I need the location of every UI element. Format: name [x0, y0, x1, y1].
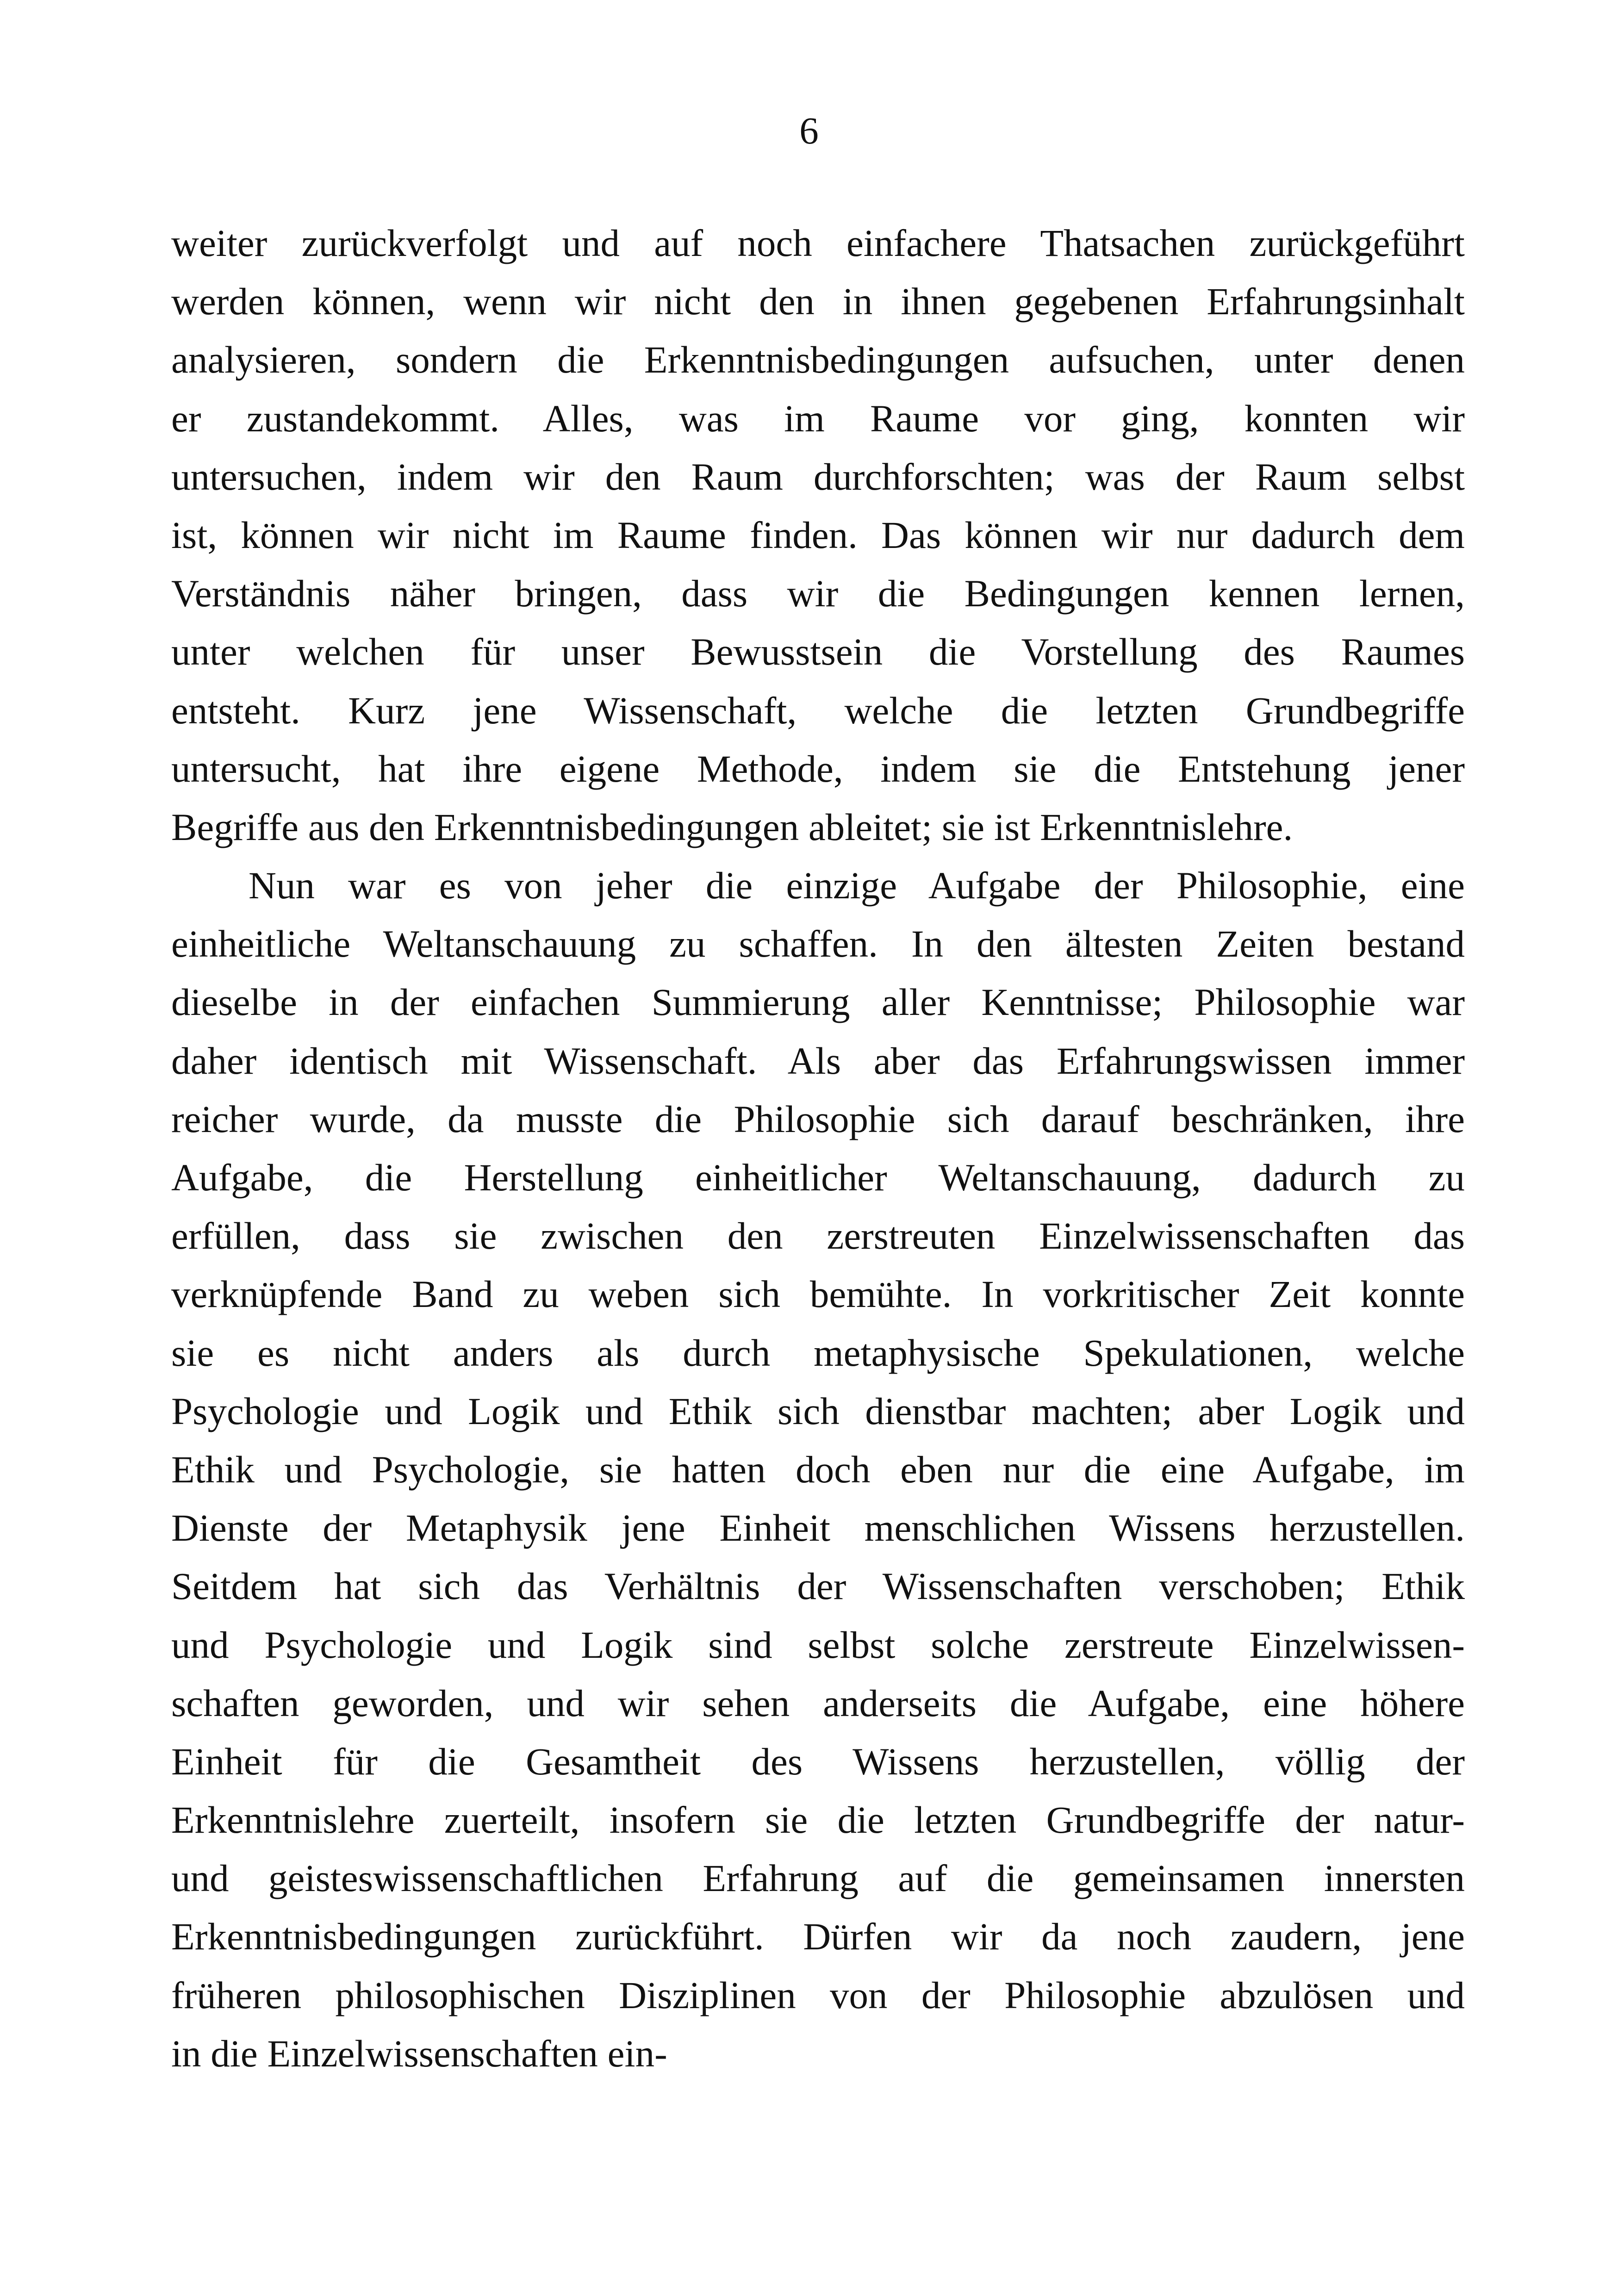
text-line: Erkenntnislehre zuerteilt, insofern sie die letzten Grundbegriffe der natur-: [171, 1798, 1465, 1842]
text-line: Verständnis näher bringen, dass wir die Bedingungen kennen lernen,: [171, 572, 1465, 615]
text-line: Einheit für die Gesamtheit des Wissens herzustellen, völlig der: [171, 1740, 1465, 1783]
text-line: entsteht. Kurz jene Wissenschaft, welche die letzten Grundbegriffe: [171, 689, 1465, 732]
text-line: dieselbe in der einfachen Summierung aller Kenntnisse; Philosophie war: [171, 981, 1465, 1024]
text-line: unter welchen für unser Bewusstsein die Vorstellung des Raumes: [171, 630, 1465, 673]
paragraph-1: [171, 214, 1465, 856]
text-line: und Psychologie und Logik sind selbst solche zerstreute Einzelwissen-: [171, 1623, 1465, 1666]
text-line: reicher wurde, da musste die Philosophie sich darauf beschränken, ihre: [171, 1097, 1465, 1140]
text-line: ist, können wir nicht im Raume finden. Das können wir nur dadurch dem: [171, 513, 1465, 556]
text-line: Begriffe aus den Erkenntnisbedingungen ableitet; sie ist Erkenntnislehre.: [171, 805, 1293, 848]
text-line: erfüllen, dass sie zwischen den zerstreuten Einzelwissenschaften das: [171, 1214, 1465, 1257]
text-line: untersucht, hat ihre eigene Methode, indem sie die Entstehung jener: [171, 747, 1465, 790]
text-line: Psychologie und Logik und Ethik sich dienstbar machten; aber Logik und: [171, 1389, 1465, 1432]
text-line: Dienste der Metaphysik jene Einheit menschlichen Wissens herzustellen.: [171, 1506, 1465, 1549]
text-line: sie es nicht anders als durch metaphysische Spekulationen, welche: [171, 1331, 1465, 1374]
text-line: analysieren, sondern die Erkenntnisbedingungen aufsuchen, unter denen: [171, 338, 1465, 381]
paragraph-2: [171, 856, 1465, 2083]
text-line: Nun war es von jeher die einzige Aufgabe der Philosophie, eine: [249, 864, 1465, 907]
text-line: er zustandekommt. Alles, was im Raume vor ging, konnten wir: [171, 397, 1465, 440]
body-text: [171, 214, 1465, 2083]
text-line: schaften geworden, und wir sehen anderseits die Aufgabe, eine höhere: [171, 1681, 1465, 1724]
text-line: untersuchen, indem wir den Raum durchforschten; was der Raum selbst: [171, 455, 1465, 498]
text-line: einheitliche Weltanschauung zu schaffen. In den ältesten Zeiten bestand: [171, 922, 1465, 965]
text-line: verknüpfende Band zu weben sich bemühte. In vorkritischer Zeit konnte: [171, 1273, 1465, 1316]
text-line: weiter zurückverfolgt und auf noch einfachere Thatsachen zurückgeführt: [171, 222, 1465, 264]
text-line: und geisteswissenschaftlichen Erfahrung auf die gemeinsamen innersten: [171, 1857, 1465, 1900]
text-line: Seitdem hat sich das Verhältnis der Wissenschaften verschoben; Ethik: [171, 1565, 1465, 1608]
text-line: Ethik und Psychologie, sie hatten doch eben nur die eine Aufgabe, im: [171, 1448, 1465, 1491]
text-line: daher identisch mit Wissenschaft. Als aber das Erfahrungswissen immer: [171, 1039, 1465, 1082]
text-line: früheren philosophischen Disziplinen von der Philosophie abzulösen und: [171, 1973, 1465, 2016]
page-number: 6: [799, 109, 819, 152]
text-line: Aufgabe, die Herstellung einheitlicher Weltanschauung, dadurch zu: [171, 1156, 1465, 1199]
text-line: in die Einzelwissenschaften ein-: [171, 2032, 667, 2075]
text-line: werden können, wenn wir nicht den in ihnen gegebenen Erfahrungsinhalt: [171, 280, 1465, 323]
text-line: Erkenntnisbedingungen zurückführt. Dürfen wir da noch zaudern, jene: [171, 1915, 1465, 1958]
